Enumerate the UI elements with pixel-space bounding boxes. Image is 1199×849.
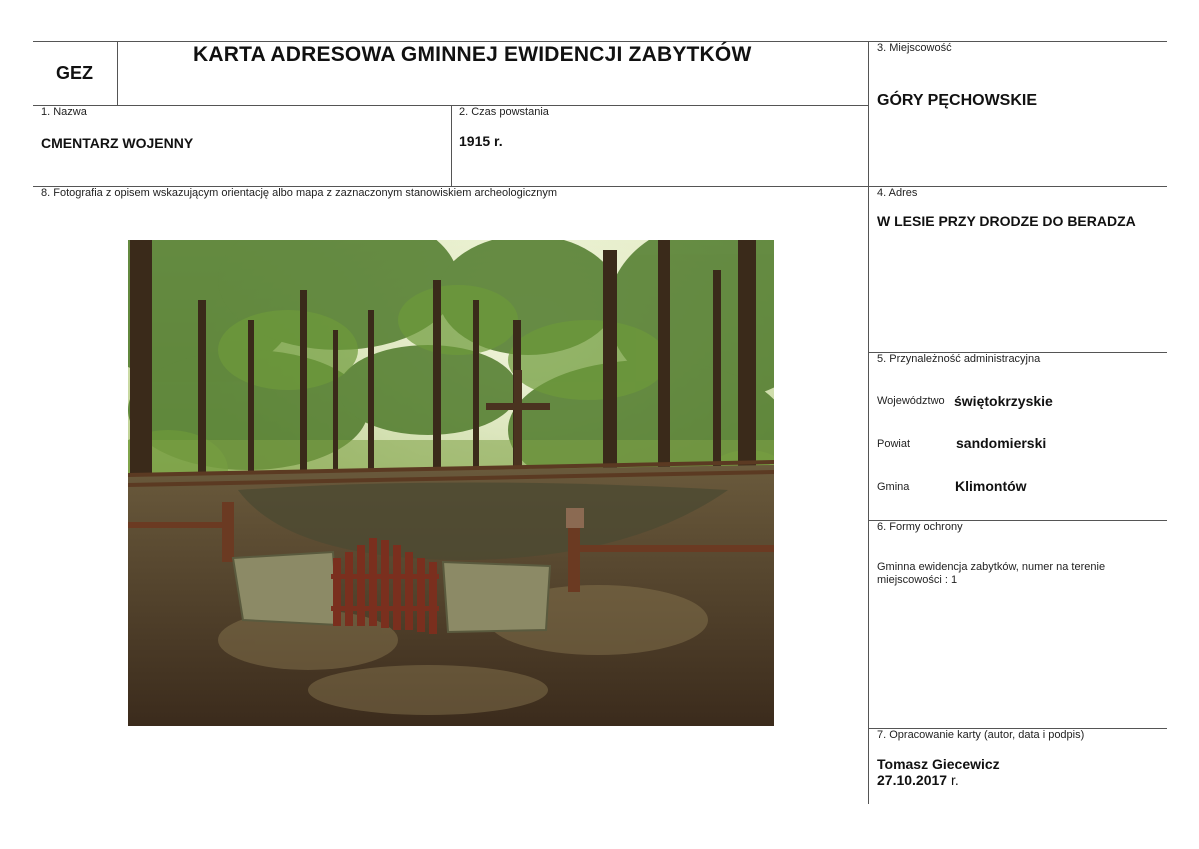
adres-label: 4. Adres bbox=[877, 187, 918, 199]
czas-value: 1915 r. bbox=[459, 133, 503, 149]
miejscowosc-label: 3. Miejscowość bbox=[877, 42, 952, 54]
opracowanie-date-suffix: r. bbox=[947, 772, 959, 788]
powiat-label: Powiat bbox=[877, 438, 911, 450]
czas-label: 2. Czas powstania bbox=[459, 106, 549, 118]
opracowanie-author: Tomasz Giecewicz bbox=[877, 756, 1000, 772]
gmina-value: Klimontów bbox=[955, 478, 1027, 494]
formy-label: 6. Formy ochrony bbox=[877, 521, 963, 533]
opracowanie-date: 27.10.2017 bbox=[877, 772, 948, 788]
wojewodztwo-label: Województwo bbox=[877, 395, 945, 407]
gez-code: GEZ bbox=[56, 63, 94, 83]
powiat-value: sandomierski bbox=[956, 435, 1047, 451]
formy-line1: Gminna ewidencja zabytków, numer na terenie bbox=[877, 561, 1106, 573]
adres-value: W LESIE PRZY DRODZE DO BERADZA bbox=[877, 213, 1136, 229]
rule-nazwa-right bbox=[451, 105, 452, 186]
rule-top bbox=[33, 41, 1167, 42]
rule-right-column bbox=[868, 41, 869, 804]
gmina-label: Gmina bbox=[877, 481, 910, 493]
opracowanie-label: 7. Opracowanie karty (autor, data i podpis) bbox=[877, 729, 1085, 741]
fotografia-label: 8. Fotografia z opisem wskazującym orientację albo mapa z zaznaczonym stanowiskiem archeologicznym bbox=[41, 187, 558, 199]
rule-gez-right bbox=[117, 41, 118, 105]
opracowanie-date-line bbox=[877, 772, 959, 788]
forest-cemetery-photo bbox=[128, 240, 774, 726]
nazwa-value: CMENTARZ WOJENNY bbox=[41, 135, 194, 151]
page-title: KARTA ADRESOWA GMINNEJ EWIDENCJI ZABYTKÓW bbox=[193, 43, 752, 66]
wojewodztwo-value: świętokrzyskie bbox=[954, 393, 1053, 409]
formy-line2: miejscowości : 1 bbox=[877, 574, 958, 586]
nazwa-label: 1. Nazwa bbox=[41, 106, 87, 118]
miejscowosc-value: GÓRY PĘCHOWSKIE bbox=[877, 92, 1038, 109]
przynaleznosc-label: 5. Przynależność administracyjna bbox=[877, 353, 1041, 365]
